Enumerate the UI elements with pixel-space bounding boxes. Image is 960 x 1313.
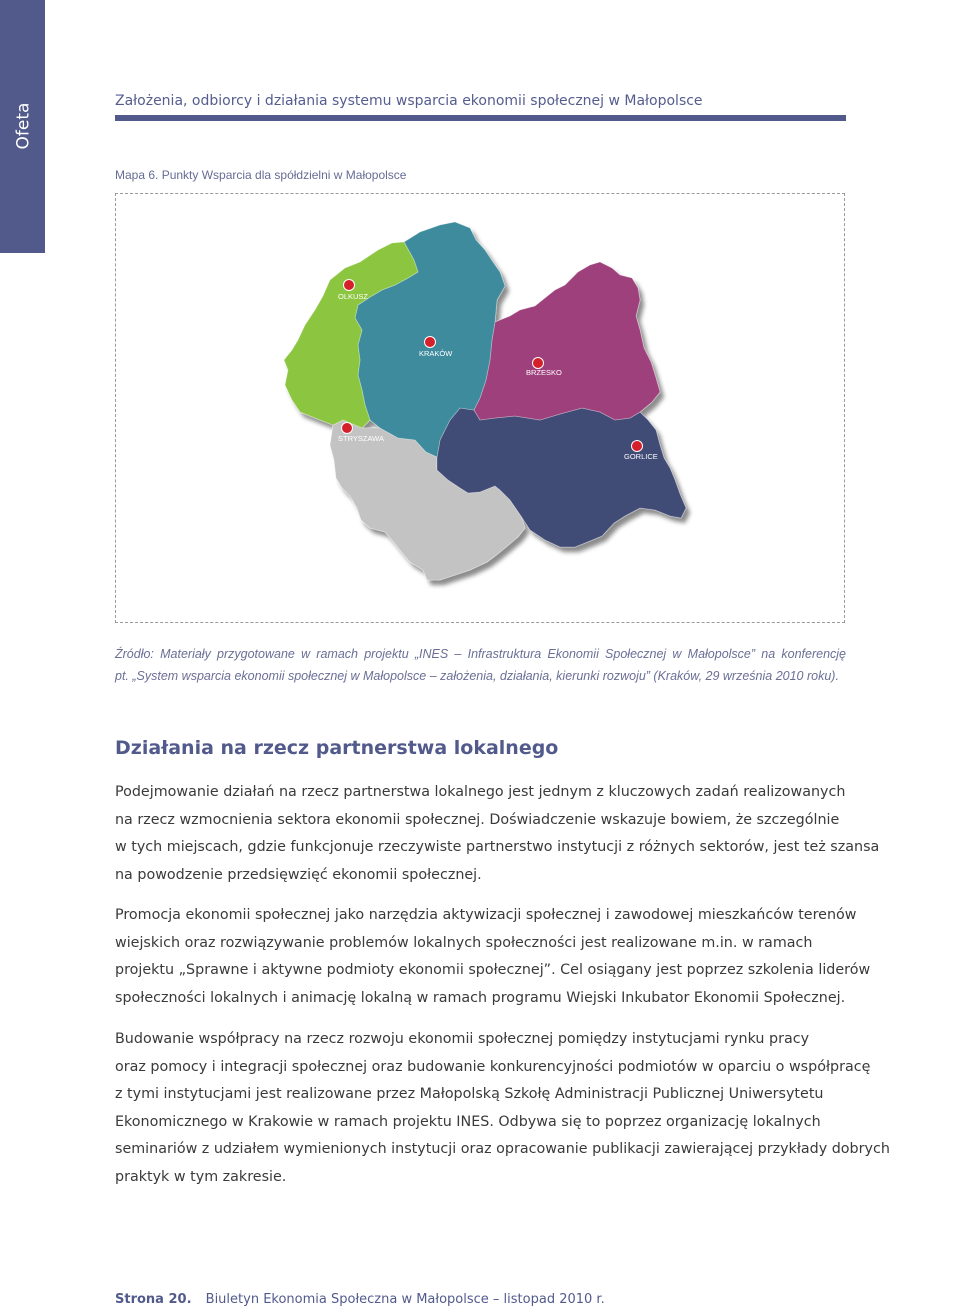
side-tab-label: Ofeta (13, 102, 34, 150)
paragraph-line: seminariów z udziałem wymienionych instytucji oraz opracowanie publikacji zawierającej przykłady dobrych (115, 1141, 890, 1157)
paragraph-line: z tymi instytucjami jest realizowane przez Małopolską Szkołę Administracji Publicznej Uniwersytetu (115, 1086, 824, 1102)
body-paragraph-1 (115, 779, 880, 889)
source-note-line: Źródło: Materiały przygotowane w ramach projektu „INES – Infrastruktura Ekonomii Społecznej w Małopolsce” na konferencję (115, 647, 846, 661)
paragraph-line: na powodzenie przedsięwzięć ekonomii społecznej. (115, 866, 482, 883)
marker-label-brzesko: BRZESKO (526, 368, 562, 377)
paragraph-line: projektu „Sprawne i aktywne podmioty ekonomii społecznej”. Cel osiągany jest poprzez szkolenia liderów (115, 962, 871, 978)
paragraph-line: społeczności lokalnych i animację lokalną w ramach programu Wiejski Inkubator Ekonomii Społecznej. (115, 989, 846, 1006)
marker-krakow[interactable] (425, 337, 436, 348)
marker-olkusz[interactable] (344, 280, 355, 291)
region-map (0, 0, 960, 640)
body-paragraph-2 (115, 902, 875, 1012)
marker-gorlice[interactable] (632, 441, 643, 452)
page-footer (115, 1292, 605, 1307)
source-note-line: pt. „System wsparcia ekonomii społecznej w Małopolsce – założenia, działania, kierunki rozwoju” (Kraków, 29 września 2010 roku). (115, 669, 839, 683)
section-heading: Działania na rzecz partnerstwa lokalnego (115, 737, 559, 759)
marker-label-krakow: KRAKÓW (419, 349, 453, 358)
paragraph-line: na rzecz wzmocnienia sektora ekonomii społecznej. Doświadczenie wskazuje bowiem, że szczególnie (115, 811, 840, 828)
paragraph-line: wiejskich oraz rozwiązywanie problemów lokalnych społeczności jest realizowane m.in. w ramach (115, 934, 813, 951)
page-number: Strona 20. (115, 1292, 192, 1307)
marker-stryszawa[interactable] (342, 423, 353, 434)
marker-label-gorlice: GORLICE (624, 452, 658, 461)
publication-title: Biuletyn Ekonomia Społeczna w Małopolsce – listopad 2010 r. (205, 1292, 605, 1307)
paragraph-line: oraz pomocy i integracji społecznej oraz budowanie konkurencyjności podmiotów w oparciu o współpracę (115, 1058, 871, 1075)
marker-label-olkusz: OLKUSZ (338, 292, 369, 301)
running-header-title: Założenia, odbiorcy i działania systemu wsparcia ekonomii społecznej w Małopolsce (115, 93, 703, 109)
paragraph-line: Ekonomicznego w Krakowie w ramach projektu INES. Odbywa się to poprzez organizację lokalnych (115, 1113, 821, 1130)
paragraph-line: Promocja ekonomii społecznej jako narzędzia aktywizacji społecznej i zawodowej mieszkańców terenów (115, 907, 857, 923)
marker-label-stryszawa: STRYSZAWA (338, 434, 384, 443)
paragraph-line: Podejmowanie działań na rzecz partnerstwa lokalnego jest jednym z kluczowych zadań realizowanych (115, 784, 846, 800)
paragraph-line: praktyk w tym zakresie. (115, 1168, 287, 1185)
map-caption: Mapa 6. Punkty Wsparcia dla spółdzielni w Małopolsce (115, 168, 407, 182)
map-source-note (115, 643, 846, 687)
marker-brzesko[interactable] (533, 358, 544, 369)
paragraph-line: Budowanie współpracy na rzecz rozwoju ekonomii społecznej pomiędzy instytucjami rynku pracy (115, 1031, 810, 1047)
paragraph-line: w tych miejscach, gdzie funkcjonuje rzeczywiste partnerstwo instytucji z różnych sektorów, jest też szansa (115, 839, 880, 855)
body-paragraph-3 (115, 1026, 890, 1191)
